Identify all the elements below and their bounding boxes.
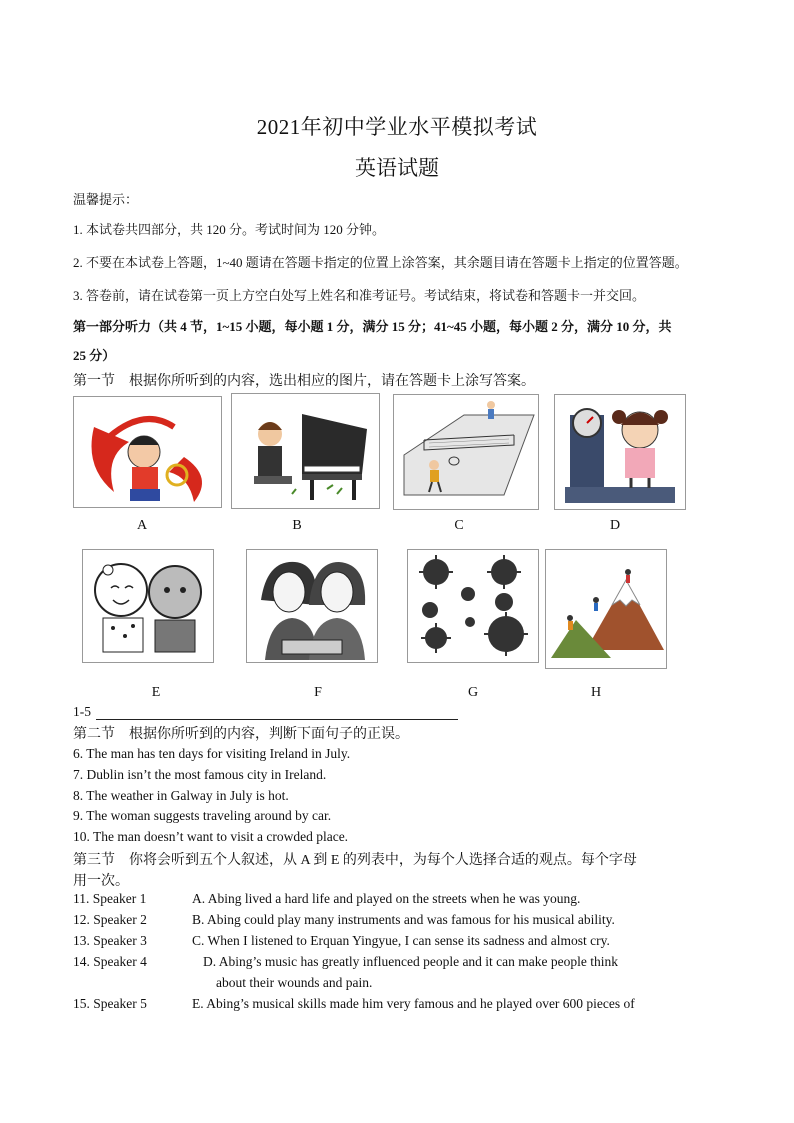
picture-label-d: D: [609, 518, 621, 533]
option-c: C. When I listened to Erquan Yingyue, I can sense its sadness and almost cry.: [192, 933, 610, 948]
speaker-2: 12. Speaker 2: [73, 912, 147, 927]
section1-instruction: 第一节 根据你所听到的内容，选出相应的图片，请在答题卡上涂写答案。: [73, 374, 535, 389]
picture-e: [82, 549, 214, 663]
picture-g: [407, 549, 539, 663]
picture-c: [393, 394, 539, 510]
option-d-continued: about their wounds and pain.: [216, 975, 373, 990]
picture-label-e: E: [151, 685, 161, 700]
picture-label-f: F: [314, 685, 322, 700]
tips-heading: 温馨提示：: [73, 192, 139, 207]
scale-girl-icon: [555, 395, 685, 509]
section2-instruction: 第二节 根据你所听到的内容，判断下面句子的正误。: [73, 727, 409, 742]
speaker-4: 14. Speaker 4: [73, 954, 147, 969]
nezha-icon: [74, 397, 221, 507]
answer-blank-1-5[interactable]: [96, 719, 458, 720]
answer-prefix: 1-5: [73, 704, 91, 719]
option-d: D. Abing’s music has greatly influenced people and it can make people think: [203, 954, 619, 969]
virus-icon: [408, 550, 538, 662]
option-b: B. Abing could play many instruments and was famous for his musical ability.: [192, 912, 615, 927]
picture-h: [545, 549, 667, 669]
tip-item-2: 2. 不要在本试卷上答题，1~40 题请在答题卡指定的位置上涂答案，其余题目请在答题卡上指定的位置答题。: [73, 255, 688, 270]
page-subtitle: 英语试题: [355, 156, 439, 180]
tennis-court-icon: [394, 395, 538, 509]
mountain-climbers-icon: [546, 550, 666, 668]
tip-item-3: 3. 答卷前，请在试卷第一页上方空白处写上姓名和准考证号。考试结束，将试卷和答题卡一并交回。: [73, 288, 646, 303]
part1-heading-line1: 第一部分听力（共 4 节，1~15 小题，每小题 1 分，满分 15 分；41~45 小题，每小题 2 分，满分 10 分，共: [73, 319, 672, 334]
option-e: E. Abing’s musical skills made him very famous and he played over 600 pieces of: [192, 996, 635, 1011]
part1-heading-line2: 25 分）: [73, 348, 116, 363]
picture-a: [73, 396, 222, 508]
page-title: 2021年初中学业水平模拟考试: [256, 115, 538, 139]
tip-item-1: 1. 本试卷共四部分，共 120 分。考试时间为 120 分钟。: [73, 222, 386, 237]
piano-player-icon: [232, 394, 379, 508]
statement-8: 8. The weather in Galway in July is hot.: [73, 788, 289, 803]
two-women-icon: [247, 550, 377, 662]
picture-label-h: H: [590, 685, 602, 700]
picture-label-c: C: [454, 518, 464, 533]
statement-6: 6. The man has ten days for visiting Ireland in July.: [73, 746, 351, 761]
two-friends-icon: [83, 550, 213, 662]
picture-label-g: G: [467, 685, 479, 700]
option-a: A. Abing lived a hard life and played on the streets when he was young.: [192, 891, 581, 906]
picture-label-a: A: [136, 518, 148, 533]
picture-f: [246, 549, 378, 663]
statement-7: 7. Dublin isn’t the most famous city in Ireland.: [73, 767, 327, 782]
speaker-5: 15. Speaker 5: [73, 996, 147, 1011]
speaker-3: 13. Speaker 3: [73, 933, 147, 948]
statement-10: 10. The man doesn’t want to visit a crowded place.: [73, 829, 349, 844]
speaker-1: 11. Speaker 1: [73, 891, 147, 906]
picture-label-b: B: [292, 518, 302, 533]
picture-d: [554, 394, 686, 510]
section3-instruction-line2: 用一次。: [73, 874, 129, 889]
section3-instruction-line1: 第三节 你将会听到五个人叙述，从 A 到 E 的列表中，为每个人选择合适的观点。每个字母: [73, 853, 637, 868]
picture-b: [231, 393, 380, 509]
statement-9: 9. The woman suggests traveling around by car.: [73, 808, 332, 823]
